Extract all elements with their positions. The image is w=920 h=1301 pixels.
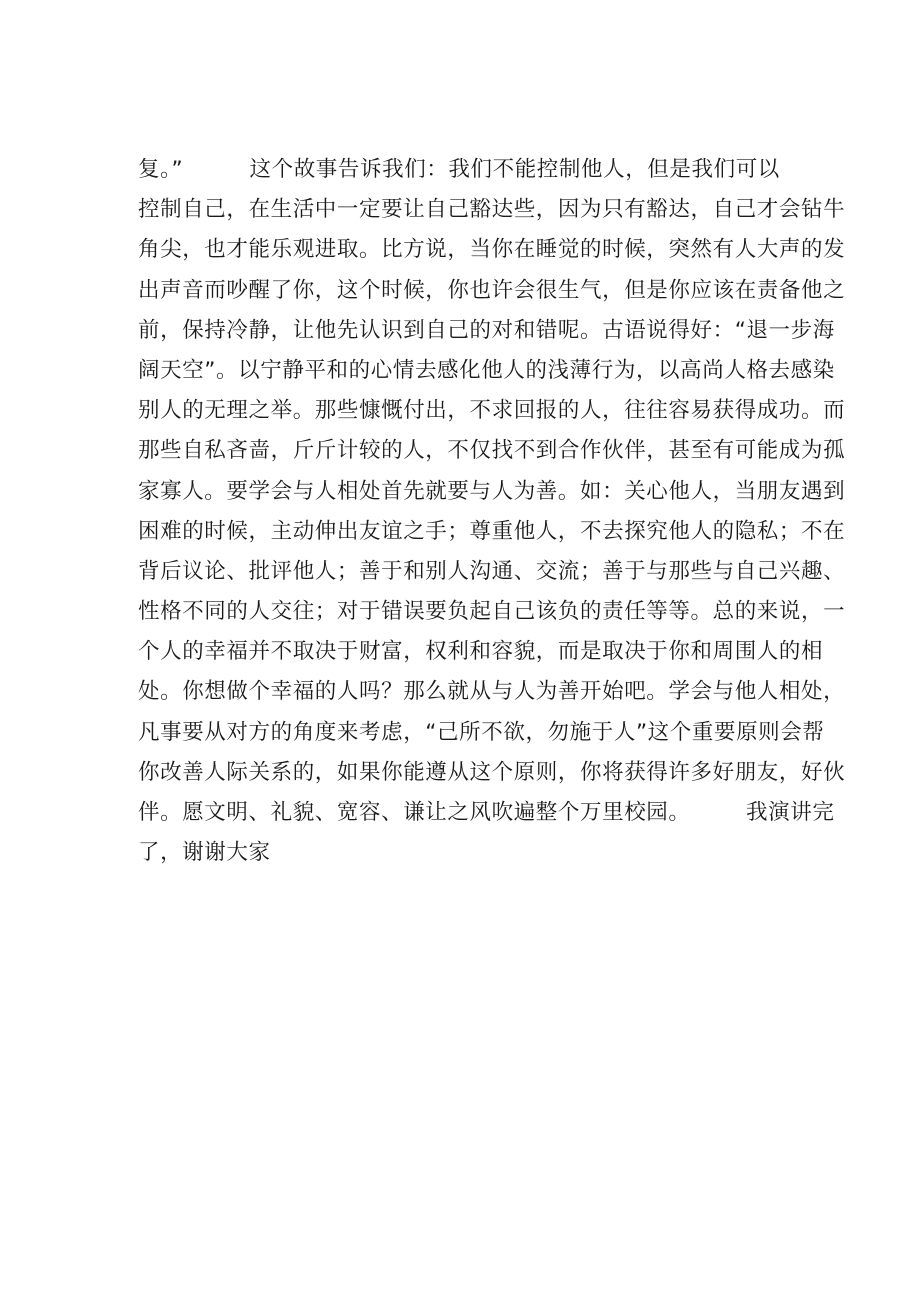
text-line: 处。你想做个幸福的人吗？那么就从与人为善开始吧。学会与他人相处，	[138, 679, 846, 705]
text-line: 那些自私吝啬，斤斤计较的人，不仅找不到合作伙伴，甚至有可能成为孤	[138, 438, 846, 464]
speech-text	[138, 150, 846, 873]
text-line: 困难的时候，主动伸出友谊之手；尊重他人，不去探究他人的隐私；不在	[138, 518, 846, 544]
text-line: 个人的幸福并不取决于财富，权利和容貌，而是取决于你和周围人的相	[138, 639, 824, 665]
text-line: 前，保持冷静，让他先认识到自己的对和错呢。古语说得好：“退一步海	[138, 317, 835, 343]
text-line: 凡事要从对方的角度来考虑，“己所不欲，勿施于人”这个重要原则会帮	[138, 719, 825, 745]
text-line: 背后议论、批评他人；善于和别人沟通、交流；善于与那些与自己兴趣、	[138, 558, 846, 584]
text-line: 控制自己，在生活中一定要让自己豁达些，因为只有豁达，自己才会钻牛	[138, 197, 846, 223]
text-line: 性格不同的人交往；对于错误要负起自己该负的责任等等。总的来说，一	[138, 599, 846, 625]
text-line: 你改善人际关系的，如果你能遵从这个原则，你将获得许多好朋友，好伙	[138, 759, 846, 785]
text-line: 别人的无理之举。那些慷慨付出，不求回报的人，往往容易获得成功。而	[138, 398, 846, 424]
text-line: 阔天空”。以宁静平和的心情去感化他人的浅薄行为，以高尚人格去感染	[138, 357, 835, 383]
text-line: 角尖，也才能乐观进取。比方说，当你在睡觉的时候，突然有人大声的发	[138, 237, 846, 263]
text-line: 了，谢谢大家	[138, 840, 271, 866]
text-line: 复。” 这个故事告诉我们：我们不能控制他人，但是我们可以	[138, 157, 780, 182]
text-line: 出声音而吵醒了你，这个时候，你也许会很生气，但是你应该在责备他之	[138, 277, 846, 303]
text-line: 家寡人。要学会与人相处首先就要与人为善。如：关心他人，当朋友遇到	[138, 478, 846, 504]
text-line: 伴。愿文明、礼貌、宽容、谦让之风吹遍整个万里校园。 我演讲完	[138, 800, 835, 825]
